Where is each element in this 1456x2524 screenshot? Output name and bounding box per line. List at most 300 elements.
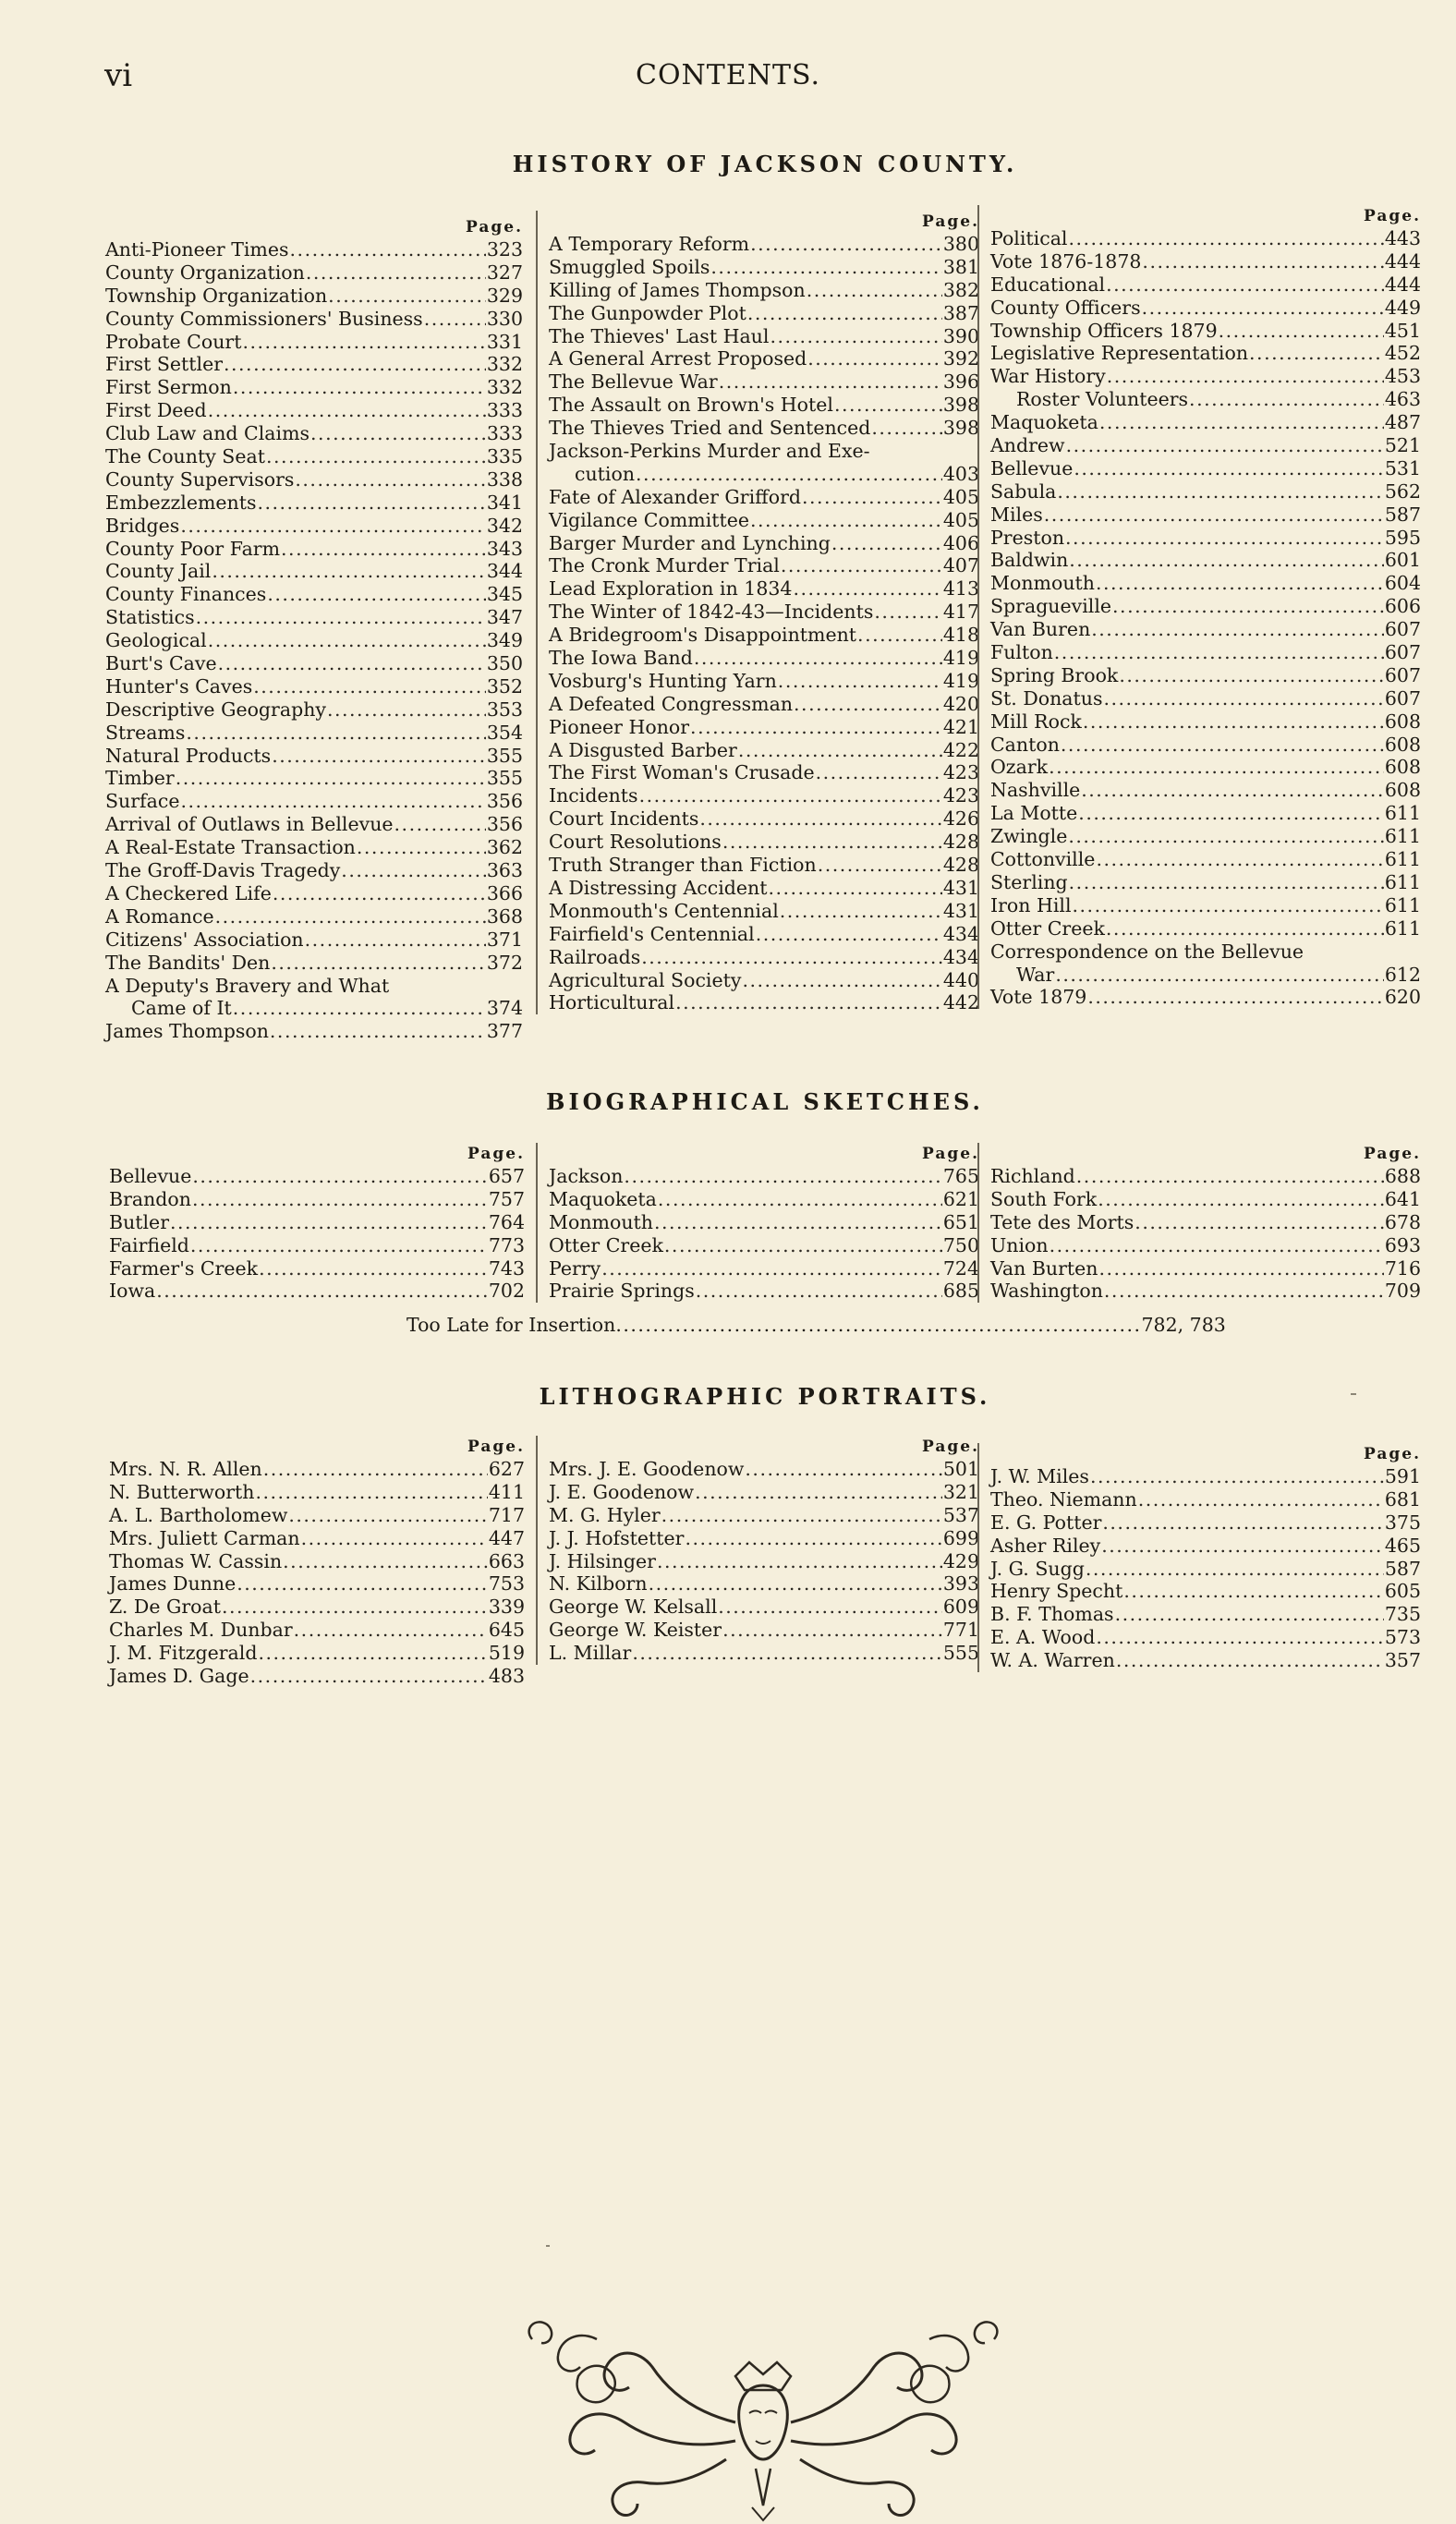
toc-entry-page: 335: [486, 445, 523, 468]
toc-entry[interactable]: [990, 388, 1421, 411]
toc-entry-title: Citizens' Association: [105, 928, 304, 951]
toc-entry-title: Township Organization: [105, 284, 328, 307]
toc-entry[interactable]: [105, 261, 523, 285]
toc-entry[interactable]: [990, 1188, 1421, 1211]
toc-entry[interactable]: [990, 964, 1421, 987]
toc-entry[interactable]: [105, 399, 523, 422]
toc-entry-page: 421: [942, 715, 979, 738]
toc-entry[interactable]: [549, 601, 979, 624]
toc-entry-page: 452: [1384, 342, 1421, 365]
dot-leader: [641, 946, 942, 969]
dot-leader: [250, 1665, 488, 1688]
toc-entry-page: 555: [942, 1642, 979, 1665]
toc-entry-page: 699: [942, 1526, 979, 1549]
toc-entry[interactable]: [105, 767, 523, 790]
toc-entry[interactable]: [549, 761, 979, 784]
toc-entry-page: 449: [1384, 296, 1421, 319]
toc-entry[interactable]: [990, 1465, 1421, 1488]
dot-leader: [255, 1481, 487, 1504]
toc-entry-title: Henry Specht: [990, 1580, 1123, 1603]
toc-entry-title: Lead Exploration in 1834: [549, 577, 793, 601]
dot-leader: [1096, 848, 1383, 871]
toc-entry[interactable]: [105, 583, 523, 606]
toc-entry[interactable]: [990, 365, 1421, 388]
toc-entry[interactable]: [549, 486, 979, 509]
toc-entry-page: 645: [488, 1619, 525, 1642]
page-column-heading: Page.: [1364, 1445, 1421, 1463]
dot-leader: [834, 394, 942, 417]
dot-leader: [1050, 1234, 1384, 1257]
dot-leader: [288, 1504, 487, 1527]
toc-entry-page: 349: [486, 629, 523, 652]
toc-entry-title: Political: [990, 227, 1068, 249]
toc-entry[interactable]: [549, 969, 979, 992]
dot-leader: [624, 1165, 941, 1188]
toc-entry[interactable]: [990, 1211, 1421, 1234]
toc-entry[interactable]: [990, 871, 1421, 894]
toc-entry[interactable]: [549, 554, 979, 577]
toc-entry[interactable]: [549, 784, 979, 807]
toc-entry-title: Fulton: [990, 641, 1053, 664]
toc-entry[interactable]: [105, 928, 523, 952]
toc-entry[interactable]: [105, 745, 523, 768]
toc-entry-title: Van Buren: [990, 618, 1091, 641]
toc-entry-title: Mrs. Juliett Carman: [109, 1526, 300, 1549]
stray-mark-dash: [1351, 1393, 1356, 1395]
toc-entry[interactable]: [105, 905, 523, 928]
toc-entry-title: First Settler: [105, 353, 223, 376]
toc-entry[interactable]: [109, 1188, 525, 1211]
toc-entry[interactable]: [549, 1234, 979, 1257]
toc-entry[interactable]: [990, 1488, 1421, 1511]
toc-entry[interactable]: [105, 445, 523, 468]
toc-entry[interactable]: [549, 739, 979, 762]
toc-entry[interactable]: [109, 1458, 525, 1481]
toc-entry[interactable]: [990, 1580, 1421, 1603]
toc-entry[interactable]: [990, 641, 1421, 664]
toc-entry-page: 363: [486, 859, 523, 882]
toc-entry-title: Agricultural Society: [549, 968, 742, 991]
toc-entry-title: Farmer's Creek: [109, 1256, 259, 1280]
toc-entry-page: 390: [942, 324, 979, 347]
toc-entry[interactable]: [549, 1504, 979, 1527]
toc-entry-page: 521: [1384, 434, 1421, 457]
toc-entry[interactable]: [549, 532, 979, 555]
toc-entry-title: Township Officers 1879: [990, 319, 1218, 342]
toc-entry[interactable]: [549, 854, 979, 877]
toc-entry[interactable]: [105, 1020, 523, 1043]
toc-entry-title: Railroads: [549, 945, 641, 968]
toc-entry-title: J. Hilsinger: [549, 1549, 656, 1572]
toc-entry-page: 611: [1384, 825, 1421, 848]
toc-entry-page: 771: [942, 1619, 979, 1642]
toc-entry[interactable]: [105, 538, 523, 561]
toc-entry[interactable]: [990, 1603, 1421, 1626]
toc-entry[interactable]: [549, 302, 979, 325]
toc-entry-page: 345: [486, 583, 523, 606]
toc-entry[interactable]: [990, 1234, 1421, 1257]
toc-entry-title: Vigilance Committee: [549, 508, 749, 531]
toc-entry-title: The First Woman's Crusade: [549, 761, 815, 784]
dot-leader: [1055, 964, 1384, 987]
toc-entry[interactable]: [990, 595, 1421, 618]
toc-entry[interactable]: [109, 1550, 525, 1573]
toc-entry[interactable]: [990, 411, 1421, 434]
toc-entry[interactable]: [109, 1211, 525, 1234]
toc-entry-title: A Deputy's Bravery and What: [105, 974, 390, 997]
toc-entry-page: 329: [486, 284, 523, 307]
toc-entry[interactable]: [105, 698, 523, 722]
dot-leader: [328, 285, 486, 308]
toc-entry[interactable]: [990, 664, 1421, 687]
toc-entry[interactable]: [109, 1527, 525, 1550]
toc-entry-page: 465: [1384, 1534, 1421, 1557]
dot-leader: [1057, 480, 1383, 504]
dot-leader: [1068, 825, 1383, 848]
dot-leader: [233, 376, 486, 399]
toc-entry[interactable]: [105, 238, 523, 261]
toc-entry-title: Legislative Representation: [990, 342, 1249, 365]
toc-entry-title: Zwingle: [990, 825, 1068, 848]
toc-entry-page: 339: [488, 1596, 525, 1619]
toc-entry-page: 440: [942, 968, 979, 991]
toc-entry-title: A Real-Estate Transaction: [105, 836, 356, 859]
toc-entry-title: Sabula: [990, 479, 1057, 503]
dot-leader: [807, 347, 942, 370]
toc-entry-page: 702: [488, 1280, 525, 1303]
toc-entry-page: 688: [1384, 1165, 1421, 1187]
toc-entry[interactable]: [549, 693, 979, 716]
toc-entry[interactable]: [549, 417, 979, 440]
dot-leader: [1103, 687, 1383, 710]
toc-entry[interactable]: [105, 606, 523, 629]
dot-leader: [1123, 1580, 1384, 1603]
toc-entry-page: 709: [1384, 1280, 1421, 1303]
toc-entry[interactable]: [109, 1257, 525, 1280]
toc-entry[interactable]: [990, 917, 1421, 940]
toc-entry[interactable]: [549, 1481, 979, 1504]
dot-leader: [685, 1527, 941, 1550]
toc-entry[interactable]: [109, 1280, 525, 1303]
toc-entry[interactable]: [549, 877, 979, 900]
dot-leader: [807, 279, 942, 302]
page-folio: vi: [104, 57, 133, 94]
toc-entry[interactable]: [990, 825, 1421, 848]
toc-entry[interactable]: [549, 325, 979, 348]
toc-entry-page: 321: [942, 1480, 979, 1503]
toc-entry-page: 355: [486, 744, 523, 767]
toc-entry-page: 356: [486, 790, 523, 813]
toc-entry[interactable]: [549, 807, 979, 831]
toc-entry[interactable]: [990, 734, 1421, 757]
toc-entry[interactable]: [990, 504, 1421, 527]
toc-entry[interactable]: [549, 256, 979, 279]
dot-leader: [253, 675, 486, 698]
toc-entry-page: 611: [1384, 848, 1421, 871]
dot-leader: [306, 261, 486, 285]
stray-mark-bottom: [546, 2245, 550, 2247]
toc-entry-page: 429: [942, 1549, 979, 1572]
toc-entry[interactable]: [549, 1458, 979, 1481]
toc-entry[interactable]: [549, 716, 979, 739]
toc-entry[interactable]: [990, 527, 1421, 550]
toc-entry-page: 693: [1384, 1233, 1421, 1256]
dot-leader: [327, 698, 486, 722]
toc-entry[interactable]: [990, 1257, 1421, 1280]
toc-entry[interactable]: [105, 836, 523, 859]
toc-entry[interactable]: [990, 687, 1421, 710]
toc-entry-title: A Temporary Reform: [549, 233, 750, 255]
toc-entry-page: 398: [942, 417, 979, 440]
toc-entry-page: 611: [1384, 802, 1421, 825]
toc-entry[interactable]: [549, 1211, 979, 1234]
toc-entry[interactable]: [990, 779, 1421, 802]
toc-entry-title: Anti-Pioneer Times: [105, 238, 289, 261]
dot-leader: [699, 807, 942, 831]
toc-entry-title: County Poor Farm: [105, 537, 281, 560]
toc-entry-title: Vote 1879: [990, 986, 1087, 1009]
toc-entry[interactable]: [105, 813, 523, 836]
toc-entry[interactable]: [549, 1257, 979, 1280]
toc-entry-page: 434: [942, 945, 979, 968]
toc-entry-page: 663: [488, 1549, 525, 1572]
toc-entry-title: J. G. Sugg: [990, 1557, 1085, 1580]
toc-entry[interactable]: [105, 353, 523, 376]
toc-entry-page: 717: [488, 1503, 525, 1526]
dot-leader: [267, 583, 486, 606]
toc-entry[interactable]: [549, 923, 979, 946]
toc-entry[interactable]: [549, 1188, 979, 1211]
toc-entry-page: 413: [942, 577, 979, 601]
toc-entry[interactable]: [990, 940, 1421, 964]
toc-entry[interactable]: [549, 1642, 979, 1665]
toc-entry-page: 419: [942, 647, 979, 670]
toc-entry-title: Spragueville: [990, 595, 1112, 618]
toc-entry[interactable]: [990, 1535, 1421, 1558]
dot-leader: [301, 1527, 488, 1550]
toc-entry[interactable]: [549, 509, 979, 532]
dot-leader: [281, 538, 486, 561]
toc-entry[interactable]: [105, 722, 523, 745]
toc-entry[interactable]: [109, 1504, 525, 1527]
toc-entry-page: 609: [942, 1596, 979, 1619]
toc-entry-page: 753: [488, 1572, 525, 1596]
toc-entry[interactable]: [109, 1481, 525, 1504]
toc-entry[interactable]: [990, 710, 1421, 734]
toc-entry-page: 380: [942, 233, 979, 255]
toc-entry[interactable]: [109, 1572, 525, 1596]
toc-entry-title: Vosburg's Hunting Yarn: [549, 669, 777, 692]
dot-leader: [747, 302, 942, 325]
dot-leader: [816, 761, 942, 784]
dot-leader: [745, 1458, 941, 1481]
dot-leader: [1054, 641, 1384, 664]
toc-entry[interactable]: [549, 1280, 979, 1303]
toc-entry-title: Nashville: [990, 779, 1081, 802]
toc-entry[interactable]: [105, 675, 523, 698]
toc-entry-title: The Thieves Tried and Sentenced: [549, 417, 871, 440]
toc-entry[interactable]: [549, 1165, 979, 1188]
history-column-3: [977, 205, 1421, 1009]
toc-entry[interactable]: [105, 422, 523, 445]
toc-entry[interactable]: [105, 859, 523, 882]
toc-entry[interactable]: [990, 250, 1421, 273]
toc-entry[interactable]: [105, 882, 523, 905]
toc-entry[interactable]: [109, 1165, 525, 1188]
toc-entry[interactable]: [105, 790, 523, 813]
toc-entry[interactable]: [990, 1626, 1421, 1649]
toc-entry-page: 724: [942, 1256, 979, 1280]
toc-entry-title: J. W. Miles: [990, 1465, 1089, 1487]
toc-entry[interactable]: [105, 308, 523, 331]
toc-entry[interactable]: [990, 1165, 1421, 1188]
toc-entry[interactable]: [105, 491, 523, 515]
toc-entry[interactable]: [990, 986, 1421, 1009]
dot-leader: [1083, 710, 1384, 734]
dot-leader: [215, 905, 486, 928]
toc-entry[interactable]: [109, 1619, 525, 1642]
toc-entry-page: 620: [1384, 986, 1421, 1009]
toc-entry[interactable]: [105, 975, 523, 998]
toc-entry[interactable]: [549, 647, 979, 670]
toc-entry[interactable]: [549, 670, 979, 693]
toc-entry-title: The Groff-Davis Tragedy: [105, 859, 341, 882]
toc-entry[interactable]: [990, 457, 1421, 480]
toc-entry[interactable]: [549, 900, 979, 923]
toc-entry[interactable]: [105, 629, 523, 652]
toc-entry[interactable]: [990, 342, 1421, 365]
toc-entry[interactable]: [109, 1596, 525, 1619]
toc-entry[interactable]: [990, 618, 1421, 641]
toc-entry[interactable]: [549, 1550, 979, 1573]
toc-entry[interactable]: [549, 1527, 979, 1550]
toc-entry-title: Surface: [105, 790, 180, 813]
toc-entry[interactable]: [549, 1572, 979, 1596]
dot-leader: [1142, 297, 1384, 320]
toc-entry[interactable]: [549, 624, 979, 647]
toc-entry[interactable]: [549, 946, 979, 969]
dot-leader: [1101, 1535, 1384, 1558]
dot-leader: [694, 647, 942, 670]
toc-entry[interactable]: [549, 991, 979, 1014]
toc-entry-page: 342: [486, 514, 523, 537]
toc-entry-title: Tete des Morts: [990, 1210, 1134, 1233]
dot-leader: [271, 952, 485, 975]
toc-entry-page: 405: [942, 485, 979, 508]
toc-entry[interactable]: [549, 394, 979, 417]
toc-entry-title: Thomas W. Cassin: [109, 1549, 283, 1572]
section-title-biographical: BIOGRAPHICAL SKETCHES.: [546, 1088, 984, 1115]
toc-entry[interactable]: [549, 233, 979, 256]
toc-entry-page: 601: [1384, 549, 1421, 572]
toc-entry[interactable]: [549, 279, 979, 302]
toc-entry-page: 607: [1384, 686, 1421, 710]
toc-entry-page: 657: [488, 1165, 525, 1187]
dot-leader: [664, 1234, 942, 1257]
toc-entry[interactable]: [105, 331, 523, 354]
toc-entry-title: The Iowa Band: [549, 647, 693, 670]
toc-entry[interactable]: [105, 560, 523, 583]
toc-entry-page: 463: [1384, 388, 1421, 411]
toc-entry[interactable]: [549, 577, 979, 601]
toc-entry-page: 419: [942, 669, 979, 692]
toc-entry-title: Horticultural: [549, 991, 675, 1014]
toc-entry[interactable]: [109, 1642, 525, 1665]
toc-entry[interactable]: [990, 756, 1421, 779]
toc-entry[interactable]: [109, 1234, 525, 1257]
toc-entry-page: 453: [1384, 365, 1421, 388]
toc-entry[interactable]: [990, 297, 1421, 320]
toc-entry[interactable]: [990, 1280, 1421, 1303]
dot-leader: [1066, 434, 1384, 457]
toc-entry[interactable]: [990, 572, 1421, 595]
toc-entry-title: Mrs. N. R. Allen: [109, 1458, 262, 1480]
toc-entry-page: 483: [488, 1665, 525, 1688]
toc-entry-title: Otter Creek: [549, 1233, 663, 1256]
toc-entry-title: County Organization: [105, 261, 305, 284]
toc-entry[interactable]: [105, 997, 523, 1020]
toc-entry-title: J. M. Fitzgerald: [109, 1642, 258, 1665]
toc-entry[interactable]: [549, 1619, 979, 1642]
decorative-ornament: [514, 0, 515, 1]
toc-entry[interactable]: [990, 227, 1421, 250]
toc-entry[interactable]: [105, 376, 523, 399]
toc-entry[interactable]: [549, 347, 979, 370]
toc-entry-title: Canton: [990, 733, 1060, 756]
toc-entry-title: Incidents: [549, 784, 638, 807]
toc-entry[interactable]: [549, 440, 979, 463]
dot-leader: [218, 652, 486, 675]
dot-leader: [290, 238, 486, 261]
toc-entry-title: Preston: [990, 526, 1065, 549]
toc-entry-page: 607: [1384, 641, 1421, 664]
toc-entry[interactable]: [105, 515, 523, 538]
toc-entry[interactable]: [990, 1558, 1421, 1581]
toc-entry[interactable]: [990, 434, 1421, 457]
toc-entry[interactable]: [549, 463, 979, 486]
toc-entry[interactable]: [990, 848, 1421, 871]
toc-entry[interactable]: [105, 285, 523, 308]
toc-entry[interactable]: [549, 831, 979, 854]
toc-entry-page: 356: [486, 813, 523, 836]
toc-entry[interactable]: [990, 894, 1421, 917]
toc-entry-title: Fairfield's Centennial: [549, 922, 755, 945]
toc-entry[interactable]: [105, 952, 523, 975]
toc-entry-page: 418: [942, 624, 979, 647]
toc-entry[interactable]: [105, 468, 523, 491]
toc-entry[interactable]: [990, 273, 1421, 297]
toc-entry[interactable]: [105, 652, 523, 675]
history-column-2: [536, 211, 979, 1014]
toc-entry-page: 621: [942, 1187, 979, 1210]
too-late-label: Too Late for Insertion: [406, 1314, 616, 1336]
toc-entry[interactable]: [990, 320, 1421, 343]
toc-entry-title: War: [1016, 963, 1055, 986]
toc-entry[interactable]: [990, 480, 1421, 504]
toc-entry[interactable]: [990, 1511, 1421, 1535]
toc-entry[interactable]: [990, 1649, 1421, 1672]
toc-entry[interactable]: [549, 1596, 979, 1619]
toc-entry[interactable]: [549, 370, 979, 394]
toc-entry-page: 382: [942, 278, 979, 301]
biographical-column-2: [536, 1143, 979, 1303]
toc-entry[interactable]: [990, 802, 1421, 825]
toc-entry[interactable]: [109, 1665, 525, 1688]
toc-entry-title: A Checkered Life: [105, 881, 272, 904]
dot-leader: [192, 1188, 488, 1211]
dot-leader: [272, 745, 486, 768]
toc-entry[interactable]: [990, 549, 1421, 572]
